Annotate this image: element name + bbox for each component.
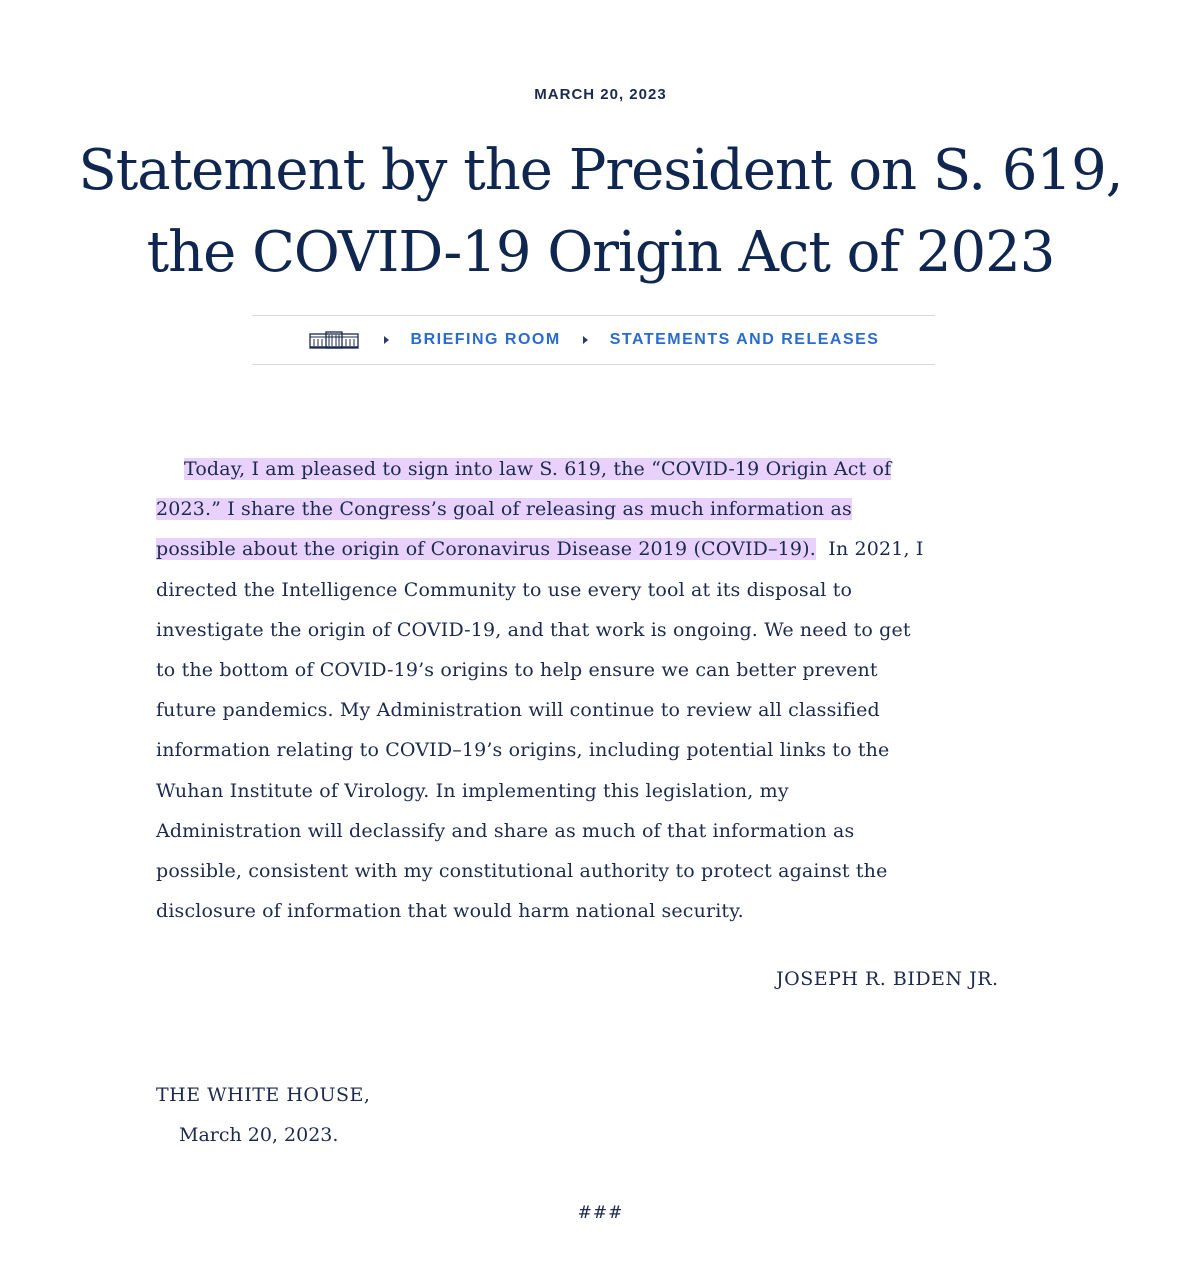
breadcrumb-home-link[interactable]: [308, 330, 360, 350]
white-house-icon: [308, 330, 360, 350]
signature: JOSEPH R. BIDEN JR.: [776, 968, 999, 990]
highlighted-text: 2023.” I share the Congress’s goal of releasing as much information as: [156, 498, 852, 521]
title-line-2: the COVID-19 Origin Act of 2023: [146, 220, 1055, 285]
statement-line: Wuhan Institute of Virology. In implementing this legislation, my: [156, 779, 789, 802]
place-line: THE WHITE HOUSE,: [156, 1084, 371, 1106]
title-line-1: Statement by the President on S. 619,: [78, 138, 1123, 203]
article-date: MARCH 20, 2023: [534, 86, 667, 103]
statement-line: investigate the origin of COVID-19, and that work is ongoing. We need to get: [156, 618, 911, 641]
statement-line: Administration will declassify and share as much of that information as: [156, 819, 855, 842]
statement-body: [156, 449, 1036, 931]
place-date: March 20, 2023.: [179, 1124, 339, 1146]
statement-line: [156, 449, 1036, 489]
statement-line: to the bottom of COVID-19’s origins to help ensure we can better prevent: [156, 659, 878, 682]
breadcrumb-separator-icon: [583, 336, 588, 344]
line-text: In 2021, I: [815, 538, 924, 561]
statement-line: possible, consistent with my constitutional authority to protect against the: [156, 860, 888, 883]
highlighted-text: Today, I am pleased to sign into law S. 619, the “COVID-19 Origin Act of: [184, 458, 892, 480]
statement-line: disclosure of information that would harm national security.: [156, 900, 744, 923]
breadcrumb-separator-icon: [384, 336, 389, 344]
statement-line: information relating to COVID–19’s origins, including potential links to the: [156, 739, 890, 762]
breadcrumb: [252, 315, 935, 365]
page-title: [30, 130, 1171, 294]
highlighted-text: possible about the origin of Coronavirus Disease 2019 (COVID–19).: [156, 538, 816, 561]
breadcrumb-statements-and-releases[interactable]: STATEMENTS AND RELEASES: [609, 331, 880, 348]
statement-line: [156, 489, 1036, 529]
statement-line: [156, 529, 1036, 569]
statement-line: directed the Intelligence Community to use every tool at its disposal to: [156, 578, 853, 601]
statement-line: future pandemics. My Administration will continue to review all classified: [156, 699, 880, 722]
breadcrumb-briefing-room[interactable]: BRIEFING ROOM: [410, 331, 561, 348]
end-mark: ###: [577, 1203, 624, 1223]
